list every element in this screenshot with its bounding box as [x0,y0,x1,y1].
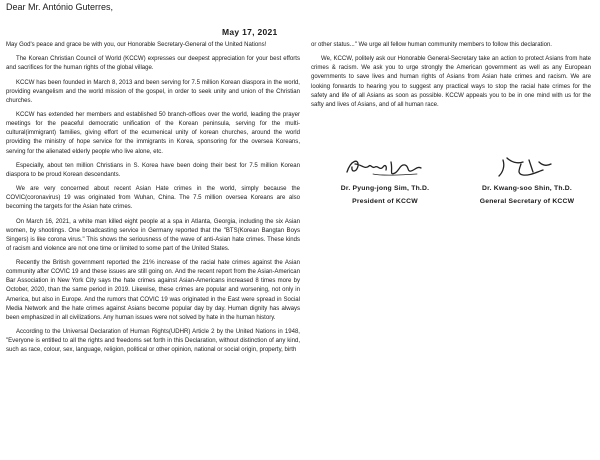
paragraph: We, KCCW, politely ask our Honorable General-Secretary take an action to protect Asians from hate crimes & racism. We ask you to urge strongly the American government as well as any European governments to save lives and human rights of Asians from Asian hate crimes and racism. We are looking forwards to hearing you to suggest any practical ways to stop the racial hate crimes for the safety and life of all Asians as soon as possible. KCCW appeals you to be in one mind with us for the safty and lives of Asians, and of all human race. [311,56,591,108]
signatory-title: General Secretary of KCCW [479,198,575,205]
paragraph: Recently the British government reported the 21% increase of the racial hate crimes against the Asian community after COVIC 19 and these issues are still going on. And the recent report from the Asian-American Bar Association in New York City says the hate crimes against Asian-Americans increased 8 times more by October, 2020, than the same period in 2019. Likewise, these crimes are popular and worsening, not only in America, but also in Europe. And the rumors that COVIC 19 was originated in the East were spread in Social Media Network and the hate crimes against Asians become popular day by day. Human dignity has always been emphasized in all civilizations. Any human issues were not solved by hate in the human history. [6,260,300,321]
signatory-title: President of KCCW [352,198,418,205]
paragraph: The Korean Christian Council of World (KCCW) expresses our deepest appreciation for your best efforts and sacrifices for the human rights of the global village. [6,56,300,72]
paragraph: May God's peace and grace be with you, our Honorable Secretary-General of the United Nations! [6,42,267,48]
signatory-name: Dr. Pyung-jong Sim, Th.D. [340,185,430,192]
paragraph: KCCW has been founded in March 8, 2013 and been serving for 7.5 million Korean diaspora in the world, providing evangelism and the world mission of the gospel, in order to seek unity and union of the Christian churches. [6,79,300,104]
letter-body-right-column [311,41,591,115]
paragraph: or other status..." We urge all fellow human community members to follow this declaration. [311,42,552,48]
signatory-president [320,152,450,205]
paragraph: Especially, about ten million Christians in S. Korea have been doing their best for 7.5 million Korean diaspora to be proud Korean descendants. [6,162,300,178]
paragraph: KCCW has extended her members and established 50 branch-offices over the world, leading the prayer meetings for the peaceful democratic unification of the Korean peninsula, serving for the multi-cultural(immigrant) families, giving effort of the ecumenical unity of korean churches, around the world providing the ministry of hope service for the immigrants in Korea, sponsoring for the oversea Koreans, serving for the alienated elderly people who live alone, etc. [6,112,300,155]
letter-body-left-column [6,41,300,361]
salutation: Dear Mr. António Guterres, [6,2,114,12]
paragraph: We are very concerned about recent Asian Hate crimes in the world, simply because the COVIC(coronavirus) 19 was originated from Wuhan, China. The 7.5 million oversea Koreans are also becoming the targets for the Asian hate crimes. [6,186,300,211]
paragraph: According to the Universal Declaration of Human Rights(UDHR) Article 2 by the United Nations in 1948, "Everyone is entitled to all the rights and freedoms set forth in this Declaration, without distinction of any kind, such as race, colour, sex, language, religion, political or other opinion, national or social origin, property, birth [6,329,300,354]
paragraph: On March 16, 2021, a white man killed eight people at a spa in Atlanta, Georgia, including the six Asian women, by shootings. One broadcasting service in Germany reported that the "BTS(Korean Bangtan Boys Singers) is like corona virus." This shows the seriousness of the wave of anti-Asian hate crimes. These kinds of racism and violence are not one time or limited to some part of the United States. [6,218,300,252]
signatory-general-secretary [462,152,592,205]
letter-date: May 17, 2021 [222,27,278,37]
signatory-name: Dr. Kwang-soo Shin, Th.D. [482,185,572,192]
signature-pyung-jong-sim-icon [325,152,445,182]
signature-kwang-soo-shin-icon [467,152,587,182]
